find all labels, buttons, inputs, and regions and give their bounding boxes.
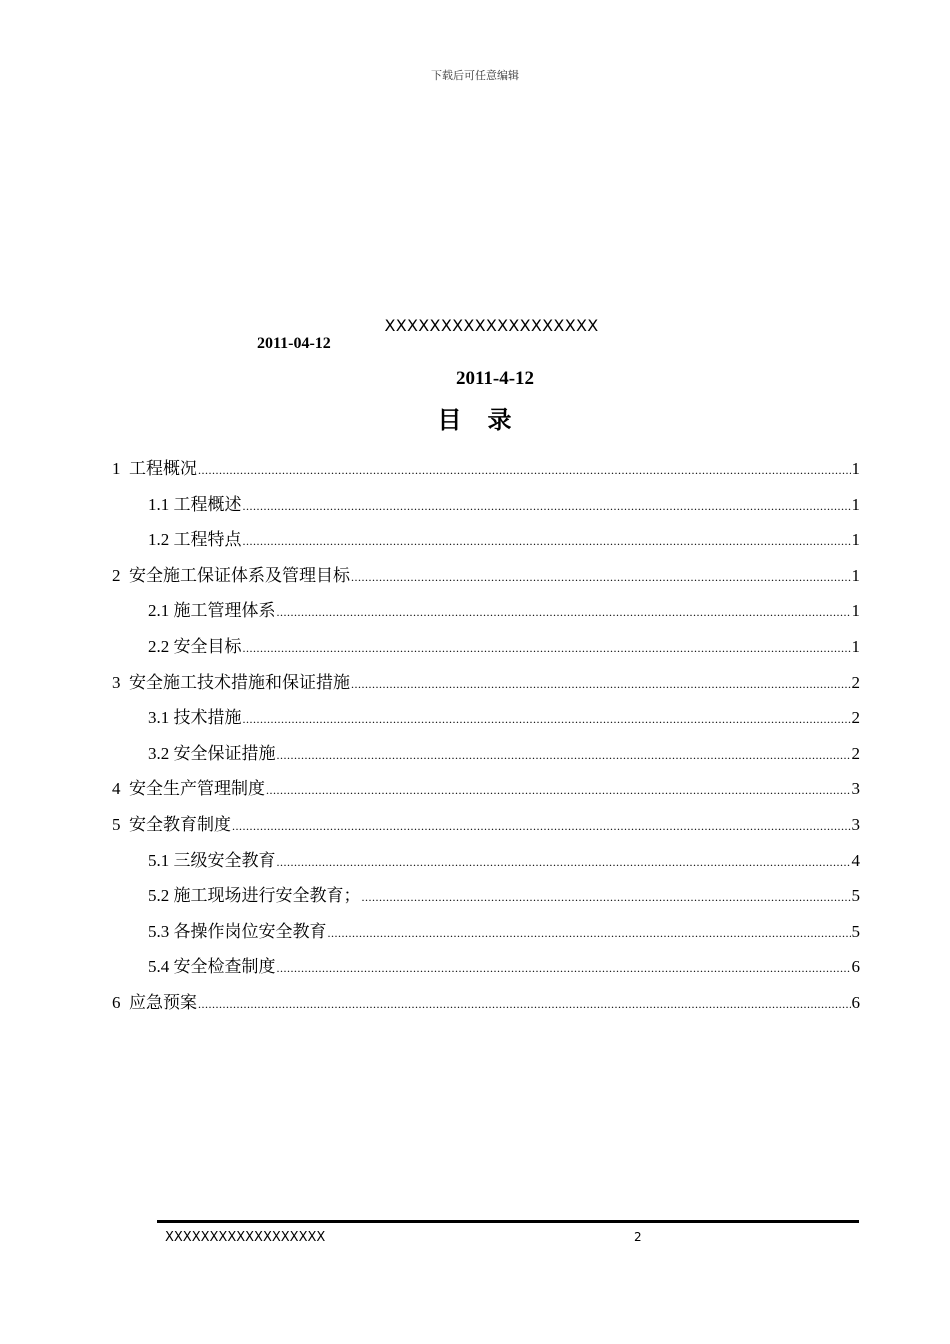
- toc-entry-page: 1: [851, 530, 860, 550]
- toc-dot-leader: [266, 773, 851, 809]
- toc-entry-page: 1: [851, 565, 860, 585]
- footer-page-number: 2: [634, 1230, 642, 1244]
- toc-entry-label: 安全施工保证体系及管理目标: [129, 565, 350, 585]
- toc-entry-page: 1: [851, 636, 860, 656]
- toc-entry-page: 5: [851, 886, 860, 906]
- toc-dot-leader: [277, 595, 851, 631]
- toc-dot-leader: [198, 453, 851, 489]
- toc-entry-number: 5.3: [148, 921, 174, 941]
- toc-entry-number: 1.1: [148, 494, 174, 514]
- toc-dot-leader: [198, 987, 851, 1023]
- toc-entry-label: 工程概况: [129, 459, 197, 478]
- toc-entry-number: 3.2: [148, 743, 174, 763]
- toc-dot-leader: [277, 845, 851, 881]
- toc-entry-number: 2.1: [148, 601, 174, 621]
- toc-entry-number: 4: [112, 779, 129, 799]
- toc-entry-page: 2: [851, 708, 860, 728]
- toc-entry-label: 应急预案: [129, 992, 197, 1012]
- toc-entry-page: 3: [851, 814, 860, 834]
- toc-entry-number: 2.2: [148, 636, 174, 656]
- toc-entry-number: 5.1: [148, 850, 174, 870]
- toc-entry-page: 1: [851, 601, 860, 621]
- toc-dot-leader: [351, 560, 851, 596]
- footer-divider: [157, 1220, 859, 1223]
- toc-entry-label: 各操作岗位安全教育: [173, 921, 327, 941]
- document-title: XXXXXXXXXXXXXXXXXXX: [384, 316, 599, 335]
- toc-title: 目录: [437, 406, 538, 434]
- toc-dot-leader: [243, 631, 851, 667]
- toc-entry[interactable]: [112, 736, 860, 772]
- toc-entry-label: 安全教育制度: [129, 814, 231, 834]
- toc-entry-page: 2: [851, 743, 860, 763]
- toc-entry-number: 1: [112, 459, 129, 478]
- toc-entry[interactable]: [112, 665, 860, 701]
- toc-entry-label: 施工管理体系: [173, 601, 276, 621]
- toc-entry-label: 安全保证措施: [173, 743, 276, 763]
- toc-entry-number: 1.2: [148, 530, 174, 550]
- toc-entry[interactable]: [112, 558, 860, 594]
- toc-entry-label: 施工现场进行安全教育；: [173, 886, 361, 906]
- toc-entry[interactable]: [112, 700, 860, 736]
- toc-dot-leader: [277, 738, 851, 774]
- toc-entry[interactable]: [112, 807, 860, 843]
- toc-entry-label: 工程概述: [173, 494, 242, 514]
- toc-entry-label: 安全生产管理制度: [129, 779, 265, 799]
- toc-entry[interactable]: [112, 487, 860, 523]
- toc-entry[interactable]: [112, 985, 860, 1021]
- toc-entry[interactable]: [112, 593, 860, 629]
- toc-entry-page: 1: [851, 459, 860, 478]
- toc-entry-label: 安全施工技术措施和保证措施: [129, 672, 350, 692]
- toc-entry-page: 6: [851, 957, 860, 977]
- toc-dot-leader: [243, 702, 851, 738]
- date-left: 2011-04-12: [257, 335, 331, 352]
- toc-entry-page: 6: [851, 992, 860, 1012]
- toc-entry[interactable]: [112, 629, 860, 665]
- toc-dot-leader: [328, 916, 851, 952]
- toc-entry-label: 安全检查制度: [173, 957, 276, 977]
- toc-entry-label: 三级安全教育: [173, 850, 276, 870]
- toc-dot-leader: [362, 880, 851, 916]
- toc-entry[interactable]: [112, 451, 860, 487]
- header-note: 下载后可任意编辑: [431, 69, 519, 82]
- toc-entry-label: 技术措施: [173, 708, 242, 728]
- toc-entry-page: 4: [851, 850, 860, 870]
- toc-entry-number: 2: [112, 565, 129, 585]
- toc-entry-number: 3.1: [148, 708, 174, 728]
- toc-entry-number: 5.4: [148, 957, 174, 977]
- toc-entry[interactable]: [112, 522, 860, 558]
- footer-text: XXXXXXXXXXXXXXXXXX: [165, 1230, 326, 1245]
- toc-entry-label: 安全目标: [173, 636, 242, 656]
- toc-entry[interactable]: [112, 843, 860, 879]
- toc-dot-leader: [243, 524, 851, 560]
- toc-entry-number: 6: [112, 992, 129, 1012]
- toc-entry-page: 1: [851, 494, 860, 514]
- toc-dot-leader: [277, 951, 851, 987]
- toc-entry-page: 5: [851, 921, 860, 941]
- toc-entry-number: 5.2: [148, 886, 174, 906]
- toc-entry[interactable]: [112, 878, 860, 914]
- toc-dot-leader: [243, 489, 851, 525]
- toc-dot-leader: [232, 809, 851, 845]
- toc-dot-leader: [351, 667, 851, 703]
- toc-entry-page: 2: [851, 672, 860, 692]
- toc-entry[interactable]: [112, 914, 860, 950]
- toc-entry-label: 工程特点: [173, 530, 242, 550]
- toc-entry[interactable]: [112, 771, 860, 807]
- toc-entry-page: 3: [851, 779, 860, 799]
- table-of-contents: [112, 451, 860, 1021]
- date-center: 2011-4-12: [455, 368, 535, 389]
- toc-entry[interactable]: [112, 949, 860, 985]
- toc-entry-number: 3: [112, 672, 129, 692]
- toc-entry-number: 5: [112, 814, 129, 834]
